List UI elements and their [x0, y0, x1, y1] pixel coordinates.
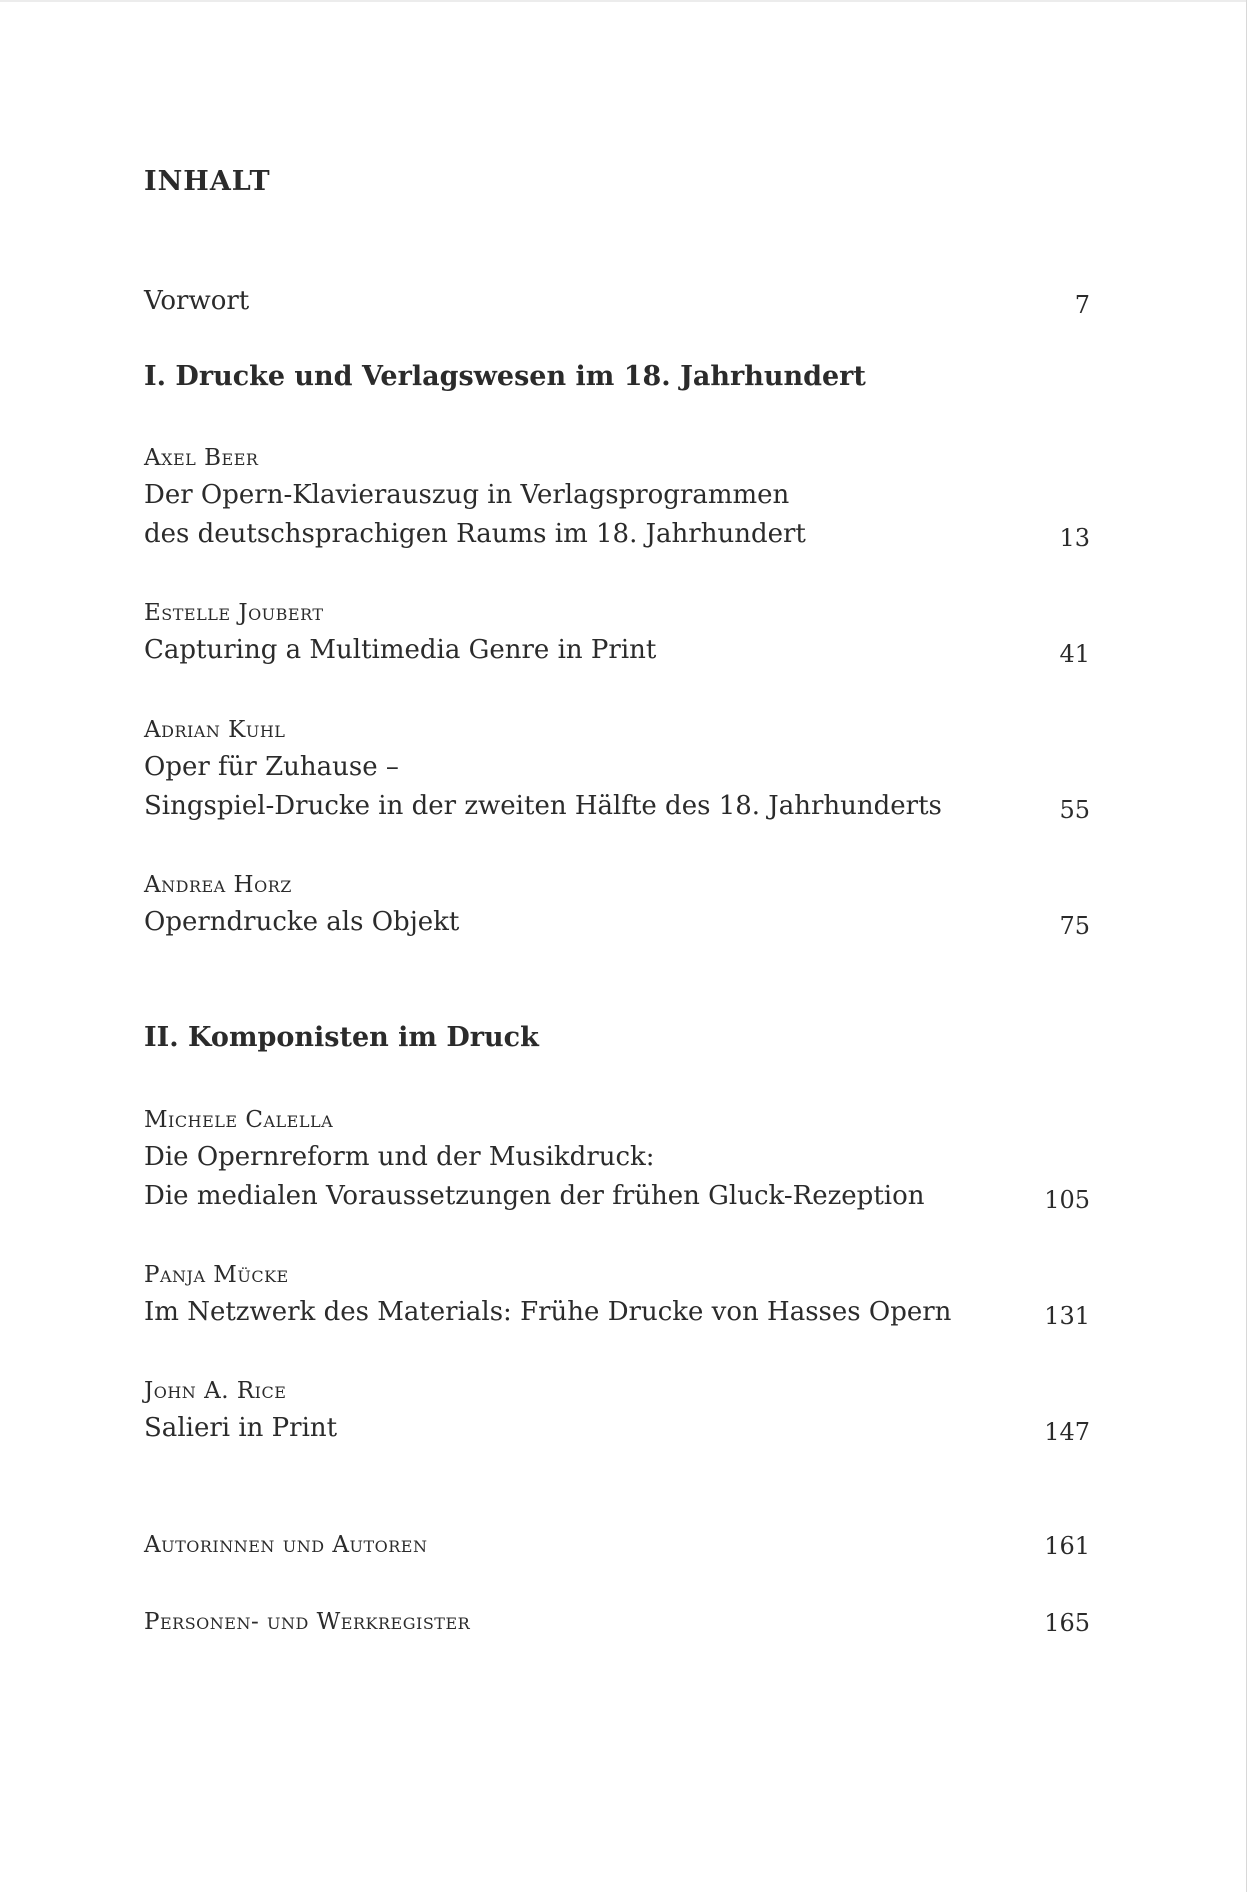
- toc-page-number: 105: [1044, 1186, 1090, 1214]
- toc-author: Andrea Horz: [144, 872, 292, 898]
- toc-entry-title: Oper für Zuhause –: [144, 752, 399, 782]
- toc-entry-title: Capturing a Multimedia Genre in Print: [144, 635, 657, 665]
- toc-entry-title: Die Opernreform und der Musikdruck:: [144, 1142, 655, 1172]
- toc-appendix-authors: Autorinnen und Autoren: [144, 1532, 428, 1558]
- toc-appendix-register: Personen- und Werkregister: [144, 1609, 471, 1635]
- toc-author: Adrian Kuhl: [144, 717, 286, 743]
- toc-author: Panja Mücke: [144, 1262, 289, 1288]
- toc-entry-title: Operndrucke als Objekt: [144, 907, 460, 937]
- toc-page-number: 161: [1044, 1532, 1090, 1560]
- toc-page-number: 165: [1044, 1609, 1090, 1637]
- toc-entry-title: Im Netzwerk des Materials: Frühe Drucke von Hasses Opern: [144, 1297, 952, 1327]
- toc-page-number: 13: [1059, 524, 1090, 552]
- toc-page-number: 41: [1059, 640, 1090, 668]
- toc-page-number: 131: [1044, 1302, 1090, 1330]
- toc-entry-title-vorwort: Vorwort: [144, 286, 250, 316]
- toc-entry-title: Salieri in Print: [144, 1413, 338, 1443]
- toc-author: Michele Calella: [144, 1107, 334, 1133]
- section-heading-1: I. Drucke und Verlagswesen im 18. Jahrhundert: [144, 361, 866, 392]
- toc-entry-title: des deutschsprachigen Raums im 18. Jahrhundert: [144, 519, 806, 549]
- page-title: INHALT: [144, 166, 271, 197]
- page-top-edge: [0, 0, 1247, 2]
- toc-author: Axel Beer: [144, 445, 259, 471]
- toc-entry-title: Der Opern-Klavierauszug in Verlagsprogrammen: [144, 480, 790, 510]
- toc-page-number: 7: [1074, 291, 1090, 319]
- toc-author: Estelle Joubert: [144, 600, 324, 626]
- toc-page-number: 55: [1059, 796, 1090, 824]
- toc-entry-title: Singspiel-Drucke in der zweiten Hälfte des 18. Jahrhunderts: [144, 791, 942, 821]
- toc-page-number: 75: [1059, 912, 1090, 940]
- toc-author: John A. Rice: [144, 1378, 287, 1404]
- toc-page-number: 147: [1044, 1418, 1090, 1446]
- section-heading-2: II. Komponisten im Druck: [144, 1022, 539, 1053]
- toc-entry-title: Die medialen Voraussetzungen der frühen Gluck-Rezeption: [144, 1181, 925, 1211]
